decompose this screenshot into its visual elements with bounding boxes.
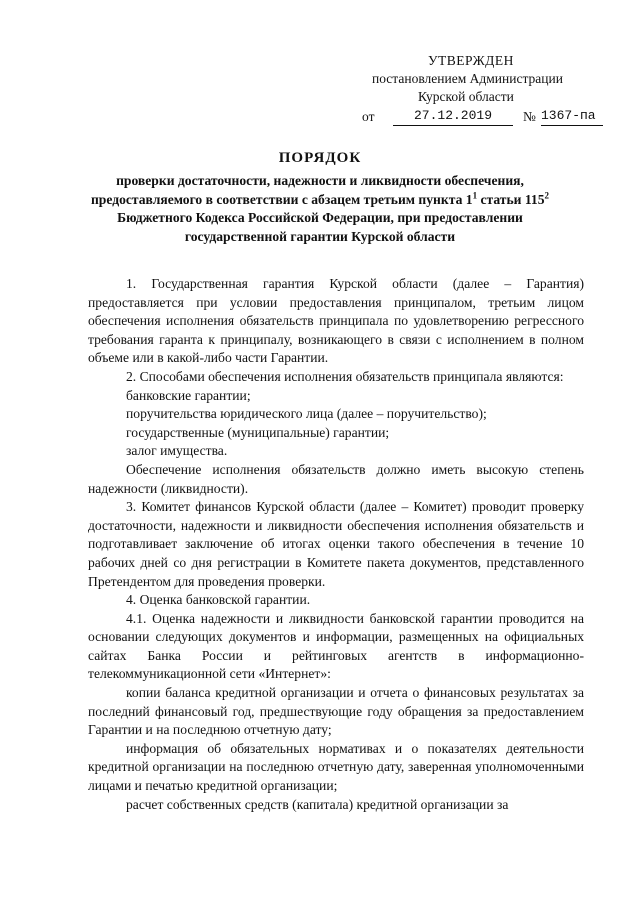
paragraph: копии баланса кредитной организации и отчета о финансовых результатах за последний финансовый год, предшествующие году обращения за предоставлением Гарантии и на последнюю отчетную дату;	[88, 685, 584, 738]
subtitle-superscript-2: 2	[544, 189, 550, 200]
list-item: поручительства юридического лица (далее – поручительство);	[126, 406, 487, 422]
paragraph: расчет собственных средств (капитала) кредитной организации за	[126, 796, 509, 812]
subtitle-superscript-1: 1	[472, 189, 478, 200]
paragraph: 4.1. Оценка надежности и ликвидности банковской гарантии проводится на основании следующих документов и информации, размещенных на официальных сайтах Банка России и рейтинговых агентств в информационно-телекоммуникационной сети «Интернет»:	[88, 610, 584, 682]
paragraph: 4. Оценка банковской гарантии.	[126, 592, 311, 608]
document-title: ПОРЯДОК	[278, 150, 362, 166]
approval-region: Курской области	[418, 89, 514, 104]
approval-stamp	[350, 52, 610, 127]
paragraph: 2. Способами обеспечения исполнения обязательств принципала являются:	[126, 368, 564, 384]
subtitle-part-3: Бюджетного Кодекса Российской Федерации, при предоставлении государственной гарантии Курской области	[117, 210, 523, 244]
approval-title: УТВЕРЖДЕН	[428, 53, 514, 68]
list-item: банковские гарантии;	[126, 387, 251, 403]
approval-issuer: постановлением Администрации	[372, 71, 563, 86]
approval-date: 27.12.2019	[393, 107, 513, 126]
subtitle-part-1: проверки достаточности, надежности и ликвидности обеспечения, предоставляемого в соответствии с абзацем третьим пункта 1	[90, 173, 524, 207]
paragraph: 3. Комитет финансов Курской области (далее – Комитет) проводит проверку достаточности, надежности и ликвидности обеспечения исполнения обязательств и подготавливает заключение об итогах оценки такого обеспечения в течение 10 рабочих дней со дня регистрации в Комитете пакета документов, представленного Претендентом для проведения проверки.	[88, 499, 584, 589]
paragraph: Обеспечение исполнения обязательств должно иметь высокую степень надежности (ликвидности).	[88, 461, 584, 496]
approval-date-line	[350, 107, 610, 127]
list-item: залог имущества.	[126, 443, 228, 459]
approval-number: 1367-па	[541, 107, 603, 126]
number-prefix: №	[523, 109, 536, 124]
date-prefix: от	[362, 109, 375, 124]
subtitle-part-2: статьи 115	[477, 191, 545, 207]
list-item: государственные (муниципальные) гарантии;	[126, 424, 390, 440]
document-subtitle	[78, 172, 562, 246]
paragraph: 1. Государственная гарантия Курской области (далее – Гарантия) предоставляется при условии предоставления принципалом, третьим лицом обеспечения исполнения обязательств принципала по удовлетворению регрессного требования гаранта к принципалу, возникающего в связи с исполнением в полном объеме или в какой-либо части Гарантии.	[88, 276, 584, 366]
paragraph: информация об обязательных нормативах и о показателях деятельности кредитной организации на последнюю отчетную дату, заверенная уполномоченными лицами и печатью кредитной организации;	[88, 740, 584, 794]
document-body	[88, 275, 584, 814]
